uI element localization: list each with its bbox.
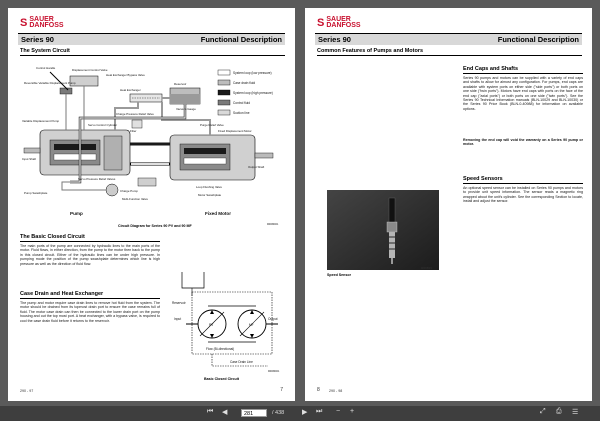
output-shaft-shape [255, 153, 273, 158]
legend-swatch-0 [218, 70, 230, 75]
label-reservoir-circuit: Reservoir [172, 301, 186, 305]
reservoir-fluid [170, 94, 200, 104]
series-label-right: Series 90 [318, 35, 351, 44]
label-motor-swashplate: Motor Swashplate [198, 193, 222, 197]
label-filter: Filter [130, 129, 137, 133]
multi-function-valve-shape [138, 178, 156, 186]
label-flow: Flow (Bi-directional) [206, 347, 235, 351]
fit-page-icon[interactable]: ⤢ [540, 408, 546, 415]
label-purge-relief-valve: Purge Relief Valve [200, 123, 224, 127]
next-page-icon[interactable]: ▶ [302, 409, 308, 416]
legend-label-2: System loop (high pressure) [233, 91, 273, 95]
right-page [305, 8, 592, 401]
legend-label-0: System loop (low pressure) [233, 71, 272, 75]
label-heat-exchanger: Heat Exchanger [120, 88, 141, 92]
section-title: Functional Description [200, 35, 282, 44]
left-page [8, 8, 295, 401]
diagram-fig-code: 900060/01 [267, 223, 279, 226]
heading-basic-closed-circuit: The Basic Closed Circuit [20, 234, 85, 240]
left-footer-code: 290 - 97 [20, 389, 34, 393]
label-displacement-control-valve: Displacement Control Valve [72, 68, 108, 72]
left-page-number: 7 [280, 387, 283, 393]
last-page-icon[interactable]: ⏭ [316, 408, 323, 415]
photo-code: 900058/1 [421, 267, 432, 270]
common-heading-rule [317, 55, 582, 56]
label-servo-pressure-relief-valves: Servo Pressure Relief Valves [78, 177, 116, 181]
heading-system-circuit: The System Circuit [20, 48, 70, 54]
heading-case-drain: Case Drain and Heat Exchanger [20, 291, 104, 297]
speed-sensor-text: An optional speed sensor can be installed on Series 90 pumps and motors to provide unit speed information. The sensor reads a magnetic ring wrapped about the unit's cylinder. See the corresponding Section to locate, install and adjust the sensor. [463, 186, 583, 204]
label-heat-exchanger-bypass-valve: Heat Exchanger Bypass Valve [106, 73, 145, 77]
first-page-icon[interactable]: ⏮ [207, 408, 214, 415]
logo-mark: S [20, 16, 28, 29]
system-circuit-diagram [20, 60, 285, 230]
label-pump-swashplate: Pump Swashplate [24, 191, 48, 195]
page-number-input[interactable]: 281 [241, 409, 267, 417]
label-fixed-displacement-motor: Fixed Displacement Motor [218, 129, 252, 133]
filter-shape [132, 120, 142, 128]
speed-sensor-photo [327, 190, 439, 270]
page-total: / 438 [272, 410, 285, 416]
label-output-shaft: Output Shaft [248, 165, 265, 169]
charge-pump-shape [106, 184, 118, 196]
legend-swatch-4 [218, 110, 230, 115]
right-page-number: 8 [317, 387, 320, 393]
logo-line1-right: SAUER [326, 16, 351, 23]
closed-circuit-text: The main ports of the pump are connected by hydraulic lines to the main ports of the motor. Fluid flows, in either direction, from the pump to the motor then back to the pump in this closed circuit. Either of the hydraulic lines can be under high pressure. In pumping mode the position of the pump swashplate determines which line is high pressure as well as the direction of fluid flow. [20, 244, 160, 266]
section-title-right: Functional Description [497, 35, 579, 44]
zoom-in-icon[interactable]: + [350, 408, 355, 415]
heading-common-features: Common Features of Pumps and Motors [317, 48, 424, 54]
label-input: Input [174, 317, 182, 321]
label-multi-function-valve: Multi-Function Valve [122, 197, 148, 201]
viewer-toolbar [0, 406, 600, 421]
label-mf: MF [249, 323, 254, 327]
series-label: Series 90 [21, 35, 54, 44]
warranty-warning: Removing the end cap will void the warranty on a Series 90 pump or motor. [463, 138, 583, 147]
label-pv: PV [209, 323, 214, 327]
photo-caption: Speed Sensor [327, 273, 351, 277]
heading-speed-sensors: Speed Sensors [463, 176, 503, 182]
legend-swatch-1 [218, 80, 230, 85]
legend-swatch-2 [218, 90, 230, 95]
closed-heading-rule [20, 241, 160, 242]
label-servo-control-cylinder: Servo Control Cylinder [88, 123, 118, 127]
legend-swatch-3 [218, 100, 230, 105]
label-pump: Pump [70, 211, 83, 216]
case-drain-text: The pump and motor require case drain lines to remove hot fluid from the system. The motor should be drained from its topmost drain port to ensure the case remains full of fluid. The motor case drain can then be connected to the lower drain port on the pump housing and out the top most port. A heat exchanger, with a bypass valve, is required to cool the case drain fluid before it returns to the reservoir. [20, 301, 160, 323]
circuit-caption: Basic Closed Circuit [204, 377, 239, 381]
speed-sensor-illustration [327, 190, 439, 270]
header-bar [18, 33, 285, 45]
label-charge-pressure-relief-valve: Charge Pressure Relief Valve [116, 112, 154, 116]
heading-rule [20, 55, 285, 56]
print-icon[interactable]: ⎙ [556, 408, 562, 415]
logo-line2-right: DANFOSS [326, 22, 361, 29]
logo-mark-right: S [317, 16, 325, 29]
end-caps-text: Series 90 pumps and motors can be supplied with a variety of end caps and shafts to allow for almost any configuration. For pumps, end caps are available with system ports on either side ("side ports") or both ports on one side ("twin ports"). Motors have end caps with ports on the face of the end cap ("axial ports") or both ports on one side ("twin ports"). See the Series 90 Technical Information manuals (BLN-10029 and BLN-10030) or the Series 90 Price Book (BLN-0-40988) for information on available options. [463, 76, 583, 111]
reservoir-symbol [182, 272, 204, 288]
legend-label-1: Case drain fluid [233, 81, 256, 85]
label-case-drain-line: Case Drain Line [230, 360, 253, 364]
brand-logo [20, 17, 64, 29]
right-footer-code: 290 - 98 [329, 389, 343, 393]
drain-heading-rule [20, 298, 160, 299]
basic-closed-circuit-diagram [168, 266, 286, 376]
label-variable-displacement-pump: Variable Displacement Pump [22, 119, 60, 123]
label-output: Output [268, 317, 278, 321]
header-bar-right [315, 33, 582, 45]
menu-icon[interactable]: ☰ [572, 409, 579, 416]
zoom-out-icon[interactable]: − [336, 408, 341, 415]
logo-line2: DANFOSS [29, 22, 64, 29]
label-reversible-pump: Reversible Variable Displacement Pump [24, 81, 76, 85]
label-input-shaft: Input Shaft [22, 157, 36, 161]
legend-label-4: Suction line [233, 111, 250, 115]
logo-line1: SAUER [29, 16, 54, 23]
diagram-caption: Circuit Diagram for Series 90 PV and 90 MF [118, 224, 192, 228]
label-charge-pump: Charge Pump [120, 189, 138, 193]
label-loop-flushing-valve: Loop Flushing Valve [196, 185, 222, 189]
endcaps-heading-rule [463, 73, 583, 74]
label-vacuum-gauge: Vacuum Gauge [176, 107, 196, 111]
sensor-heading-rule [463, 183, 583, 184]
label-fixed-motor: Fixed Motor [205, 211, 232, 216]
brand-logo-right [317, 17, 361, 29]
heading-end-caps: End Caps and Shafts [463, 66, 519, 72]
prev-page-icon[interactable]: ◀ [222, 409, 228, 416]
label-control-handle: Control Handle [36, 66, 56, 70]
legend-label-3: Control fluid [233, 101, 251, 105]
input-shaft-shape [24, 148, 40, 153]
circuit-fig-code: 900060/01 [268, 370, 280, 373]
label-reservoir: Reservoir [174, 82, 187, 86]
